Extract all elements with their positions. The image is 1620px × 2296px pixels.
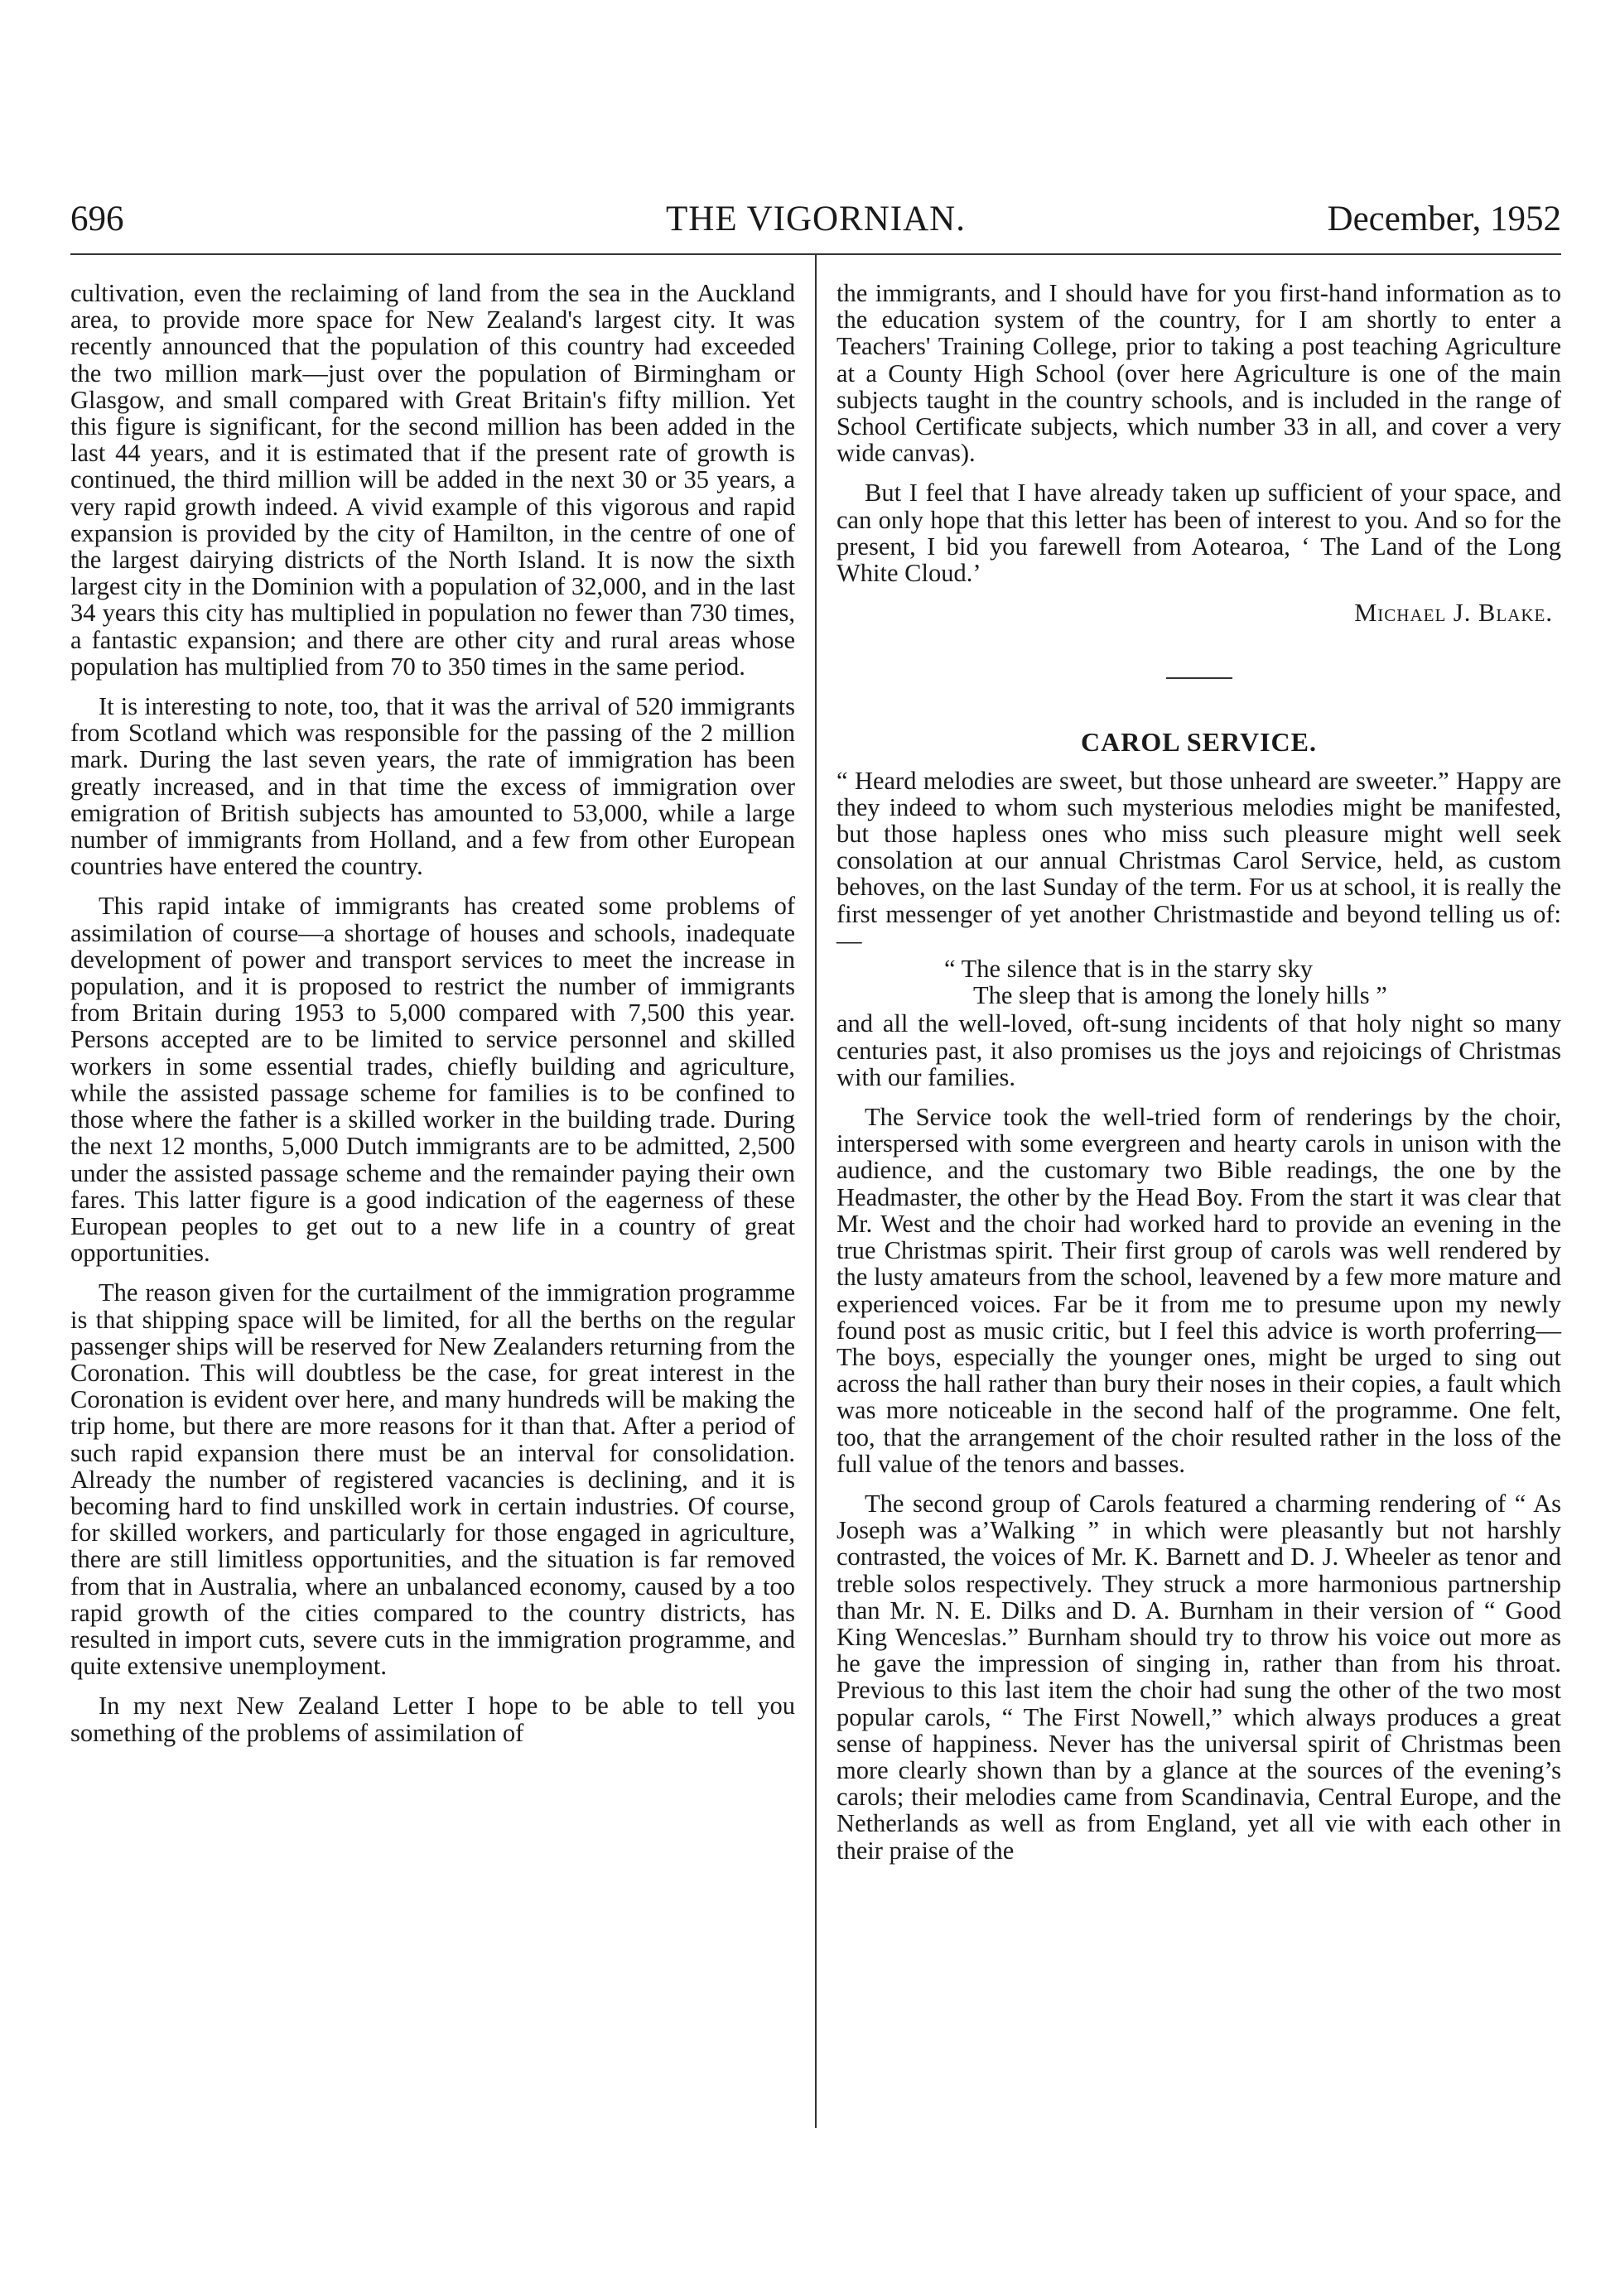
- paragraph: The second group of Carols featured a charming rendering of “ As Joseph was a’Walking ” in which were pleasantly but not harshly contrasted, the voices of Mr. K. Barnett and D. J. Wheeler as tenor and treble solos respectively. They struck a more harmonious partnership than Mr. N. E. Dilks and D. A. Burnham in their version of “ Good King Wenceslas.” Burnham should try to throw his voice out more as he gave the impression of singing in, rather than from his throat. Previous to this last item the choir had sung the other of the two most popular carols, “ The First Nowell,” which always produces a great sense of happiness. Never has the universal spirit of Christmas been more clearly shown than by a glance at the sources of the evening’s carols; their melodies came from Scandinavia, Central Europe, and the Netherlands as well as from England, yet all vie with each other in their praise of the: [837, 1489, 1561, 1865]
- paragraph: “ Heard melodies are sweet, but those unheard are sweeter.” Happy are they indeed to whom such mysterious melodies might be manifested, but those hapless ones who miss such pleasure might well seek consolation at our annual Christmas Carol Service, held, as custom behoves, on the last Sunday of the term. For us at school, it is really the first messenger of yet another Christmastide and beyond telling us of:—: [837, 766, 1561, 955]
- verse-line: “ The silence that is in the starry sky: [944, 955, 1313, 984]
- journal-title: THE VIGORNIAN.: [666, 200, 966, 238]
- paragraph: This rapid intake of immigrants has created some problems of assimilation of course—a shortage of houses and schools, inadequate development of power and transport services to meet the increase in population, and it is proposed to restrict the number of immigrants from Britain during 1953 to 5,000 compared with 7,500 this year. Persons accepted are to be limited to service personnel and skilled workers in some essential trades, chiefly building and agriculture, while the assisted passage scheme for families is to be confined to those where the father is a skilled worker in the building trade. During the next 12 months, 5,000 Dutch immigrants are to be admitted, 2,500 under the assisted passage scheme and the remainder paying their own fares. This latter figure is a good indication of the eagerness of these European peoples to get out to a new life in a country of great opportunities.: [70, 892, 795, 1268]
- issue-date: December, 1952: [1327, 200, 1561, 238]
- left-column: [70, 280, 795, 1759]
- paragraph: cultivation, even the reclaiming of land from the sea in the Auckland area, to provide more space for New Zealand's largest city. It was recently announced that the population of this country had exceeded the two million mark—just over the population of Birmingham or Glasgow, and small compared with Great Britain's fifty million. Yet this figure is significant, for the second million has been added in the last 44 years, and it is estimated that if the present rate of growth is continued, the third million will be added in the next 30 or 35 years, a very rapid growth indeed. A vivid example of this vigorous and rapid expansion is provided by the city of Hamilton, in the centre of one of the largest dairying districts of the North Island. It is now the sixth largest city in the Dominion with a population of 32,000, and in the last 34 years this city has multiplied in population no fewer than 730 times, a fantastic expansion; and there are other city and rural areas whose population has multiplied from 70 to 350 times in the same period.: [70, 279, 795, 681]
- paragraph: The reason given for the curtailment of the immigration programme is that shipping space will be limited, for all the berths on the regular passenger ships will be reserved for New Zealanders returning from the Coronation. This will doubtless be the case, for great interest in the Coronation is evident over here, and many hundreds will be making the trip home, but there are more reasons for it than that. After a period of such rapid expansion there must be an interval for consolidation. Already the number of registered vacancies is declining, and it is becoming hard to find unskilled work in certain industries. Of course, for skilled workers, and particularly for those engaged in agriculture, there are still limitless opportunities, and the situation is far removed from that in Australia, where an unbalanced economy, caused by a too rapid growth of the cities compared to the country districts, has resulted in import cuts, severe cuts in the immigration programme, and quite extensive unemployment.: [70, 1278, 795, 1681]
- paragraph: It is interesting to note, too, that it was the arrival of 520 immigrants from Scotland which was responsible for the passing of the 2 million mark. During the last seven years, the rate of immigration has been greatly increased, and in that time the excess of immigration over emigration of British subjects has amounted to 53,000, while a large number of immigrants from Holland, and a few from other European countries have entered the country.: [70, 692, 795, 881]
- paragraph: But I feel that I have already taken up sufficient of your space, and can only hope that this letter has been of interest to you. And so for the present, I bid you farewell from Aotearoa, ‘ The Land of the Long White Cloud.’: [837, 479, 1561, 588]
- section-title: CAROL SERVICE.: [1081, 727, 1317, 758]
- page-header: [70, 190, 1561, 248]
- paragraph: The Service took the well-tried form of renderings by the choir, interspersed with some evergreen and hearty carols in unison with the audience, and the customary two Bible readings, the one by the Headmaster, the other by the Head Boy. From the start it was clear that Mr. West and the choir had worked hard to provide an evening in the true Christmas spirit. Their first group of carols was well rendered by the lusty amateurs from the school, leavened by a few more mature and experienced voices. Far be it from me to presume upon my newly found post as music critic, but I feel this advice is worth proferring—The boys, especially the younger ones, might be urged to sing out across the hall rather than bury their noses in their copies, a fault which was more noticeable in the second half of the programme. One felt, too, that the arrangement of the choir resulted rather in the loss of the full value of the tenors and basses.: [837, 1103, 1561, 1478]
- verse-line: The sleep that is among the lonely hills ”: [973, 981, 1387, 1010]
- paragraph: In my next New Zealand Letter I hope to be able to tell you something of the problems of assimilation of: [70, 1692, 795, 1747]
- verse-quote: [837, 955, 1561, 1008]
- section-divider: [1166, 677, 1232, 679]
- page-number: 696: [70, 200, 124, 238]
- paragraph: the immigrants, and I should have for you first-hand information as to the education system of the country, for I am shortly to enter a Teachers' Training College, prior to taking a post teaching Agriculture at a County High School (over here Agriculture is one of the main subjects taught in the country schools, and is included in the range of School Certificate subjects, which number 33 in all, and cover a very wide canvas).: [837, 279, 1561, 468]
- column-divider: [815, 255, 817, 2128]
- signature: Michael J. Blake.: [1354, 599, 1553, 628]
- right-column: [837, 280, 1561, 1877]
- paragraph: and all the well-loved, oft-sung incidents of that holy night so many centuries past, it also promises us the joys and rejoicings of Christmas with our families.: [837, 1009, 1561, 1091]
